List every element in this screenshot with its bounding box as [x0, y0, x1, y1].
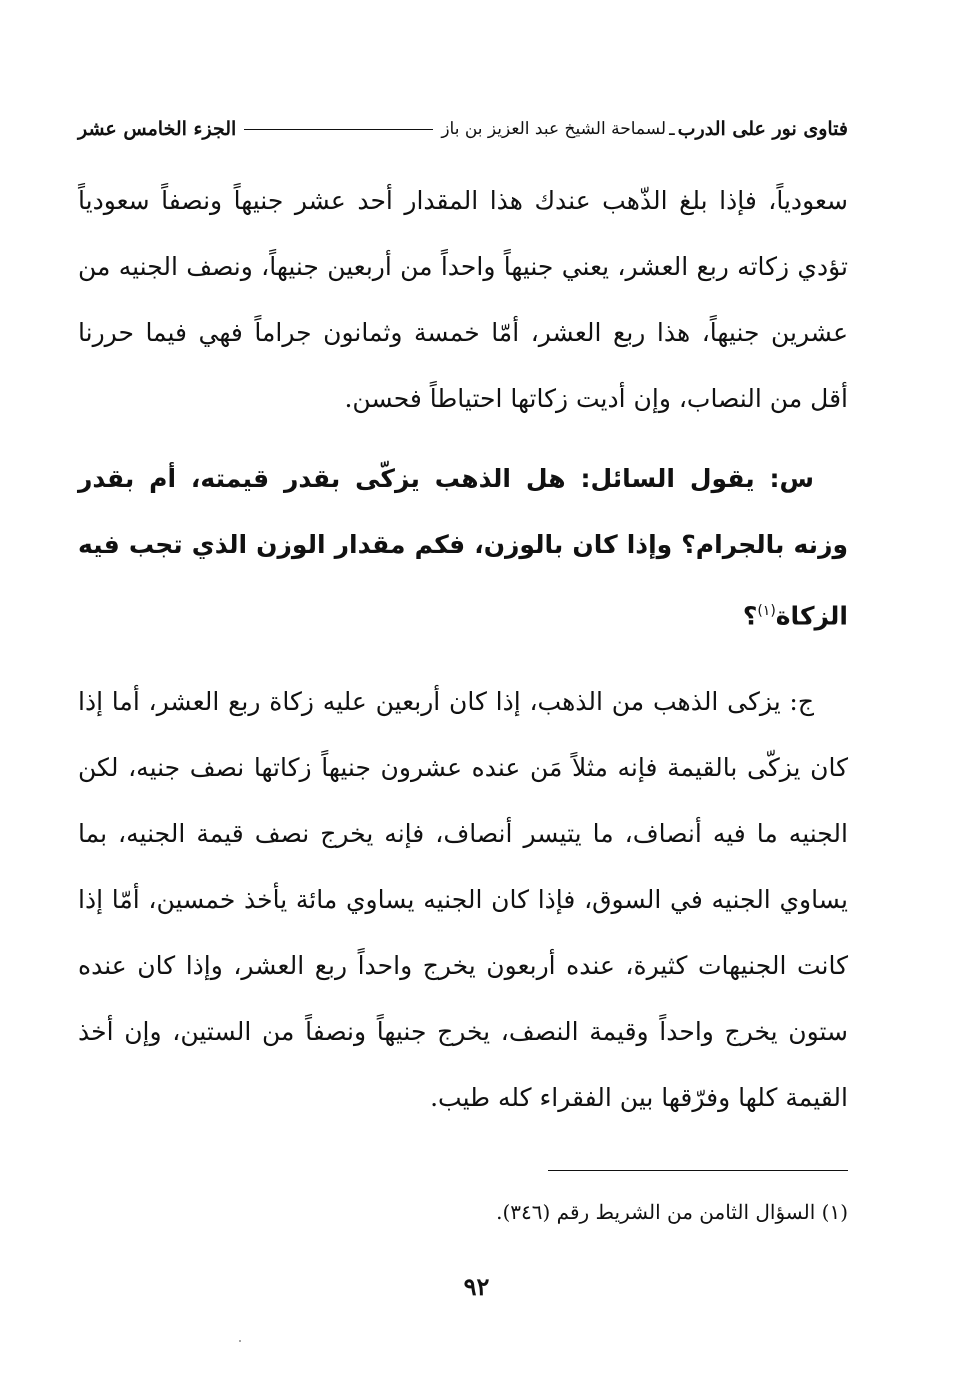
footnote-reference: (١)	[757, 603, 776, 619]
page-number: ٩٢	[463, 1272, 490, 1301]
main-text	[78, 168, 848, 1131]
running-header	[78, 112, 848, 146]
header-dash: ـ	[669, 118, 675, 140]
footnote-separator	[548, 1170, 848, 1171]
scan-speck	[239, 1340, 241, 1342]
header-author: لسماحة الشيخ عبد العزيز بن باز	[441, 119, 667, 139]
question-mark: ؟	[742, 601, 758, 631]
answer-paragraph	[78, 669, 848, 1131]
footnote: (١) السؤال الثامن من الشريط رقم (٣٤٦).	[496, 1200, 848, 1224]
question-text: س: يقول السائل: هل الذهب يزكّى بقدر قيمته، أم بقدر وزنه بالجرام؟ وإذا كان بالوزن، فكم مقدار الوزن الذي تجب فيه الزكاة	[78, 464, 848, 631]
intro-paragraph: سعودياً، فإذا بلغ الذّهب عندك هذا المقدار أحد عشر جنيهاً ونصفاً سعودياً تؤدي زكاته ربع العشر، يعني جنيهاً واحداً من أربعين جنيهاً، ونصف الجنيه من عشرين جنيهاً، هذا ربع العشر، أمّا خمسة وثمانون جراماً فهي فيما حررنا أقل من النصاب، وإن أديت زكاتها احتياطاً فحسن.	[78, 186, 848, 413]
question-paragraph	[78, 446, 848, 649]
header-rule	[244, 129, 433, 130]
header-book-title: فتاوى نور على الدرب	[677, 118, 848, 140]
answer-text: ج: يزكى الذهب من الذهب، إذا كان أربعين عليه زكاة ربع العشر، أما إذا كان يزكّى بالقيمة فإنه مثلاً مَن عنده عشرون جنيهاً زكاتها نصف جنيه، لكن الجنيه ما فيه أنصاف، ما يتيسر أنصاف، فإنه يخرج نصف قيمة الجنيه، بما يساوي الجنيه في السوق، فإذا كان الجنيه يساوي مائة يأخذ خمسين، أمّا إذا كانت الجنيهات كثيرة، عنده أربعون يخرج واحداً ربع العشر، وإذا كان عنده ستون يخرج واحداً وقيمة النصف، يخرج جنيهاً ونصفاً من الستين، وإن أخذ القيمة كلها وفرّقها بين الفقراء كله طيب.	[78, 687, 848, 1113]
header-part: الجزء الخامس عشر	[78, 118, 237, 140]
